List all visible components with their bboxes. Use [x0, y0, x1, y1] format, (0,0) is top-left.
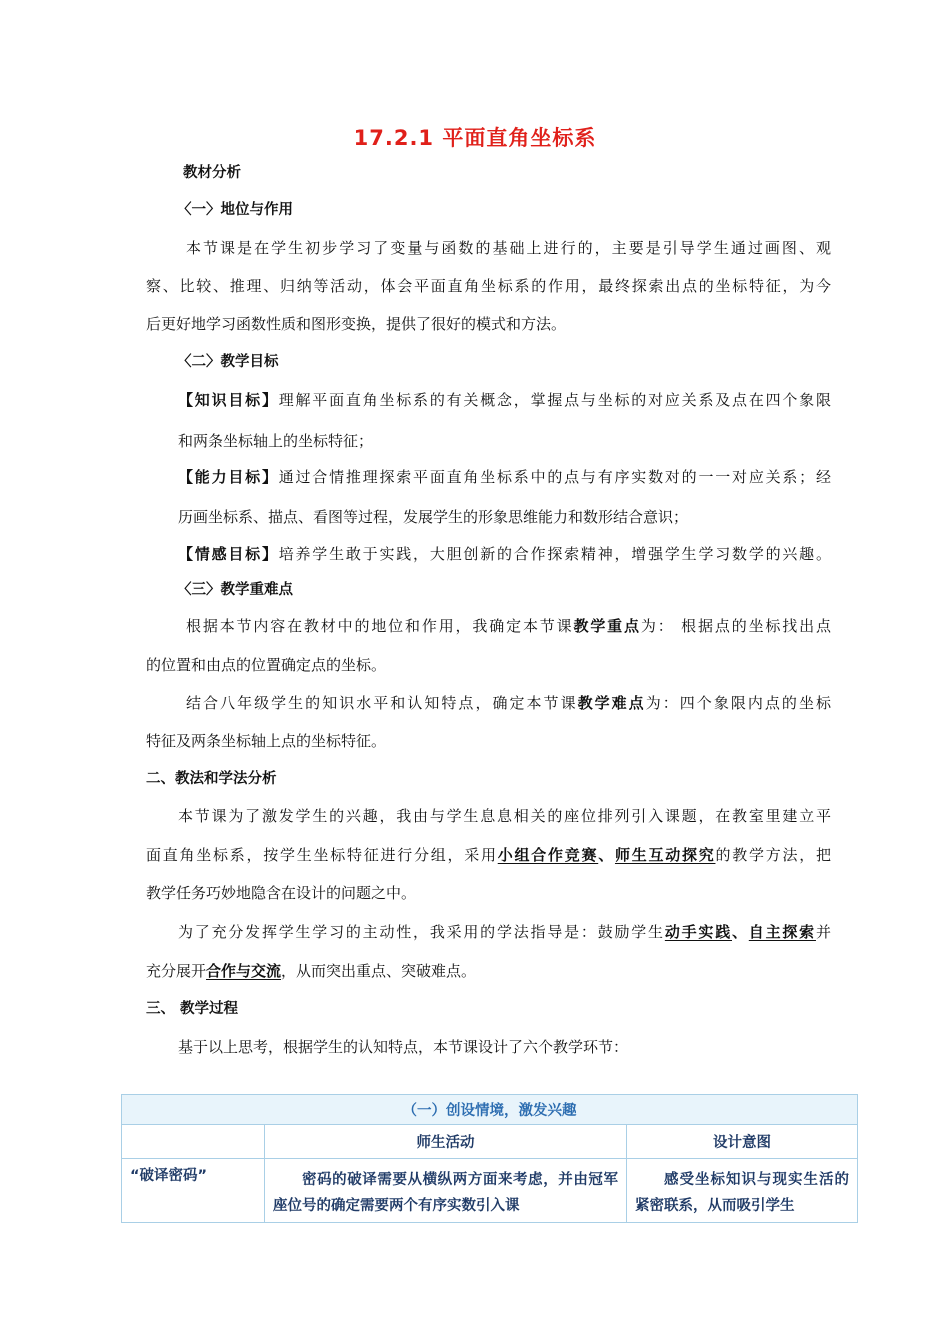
text-run: 充分展开 — [146, 962, 207, 980]
subheading-key-points: 〈三〉教学重难点 — [177, 582, 293, 598]
objective-label: 【能力目标】 — [178, 468, 279, 486]
paragraph-line: 特征及两条坐标轴上点的坐标特征。 — [146, 732, 387, 750]
paragraph-line: 本节课为了激发学生的兴趣，我由与学生息息相关的座位排列引入课题，在教室里建立平 — [178, 807, 831, 825]
text-run: 、 — [732, 923, 749, 941]
objective-knowledge — [178, 390, 831, 410]
text-run: 的教学方法，把 — [715, 846, 831, 864]
paragraph-line: 本节课是在学生初步学习了变量与函数的基础上进行的，主要是引导学生通过画图、观 — [186, 239, 831, 257]
section-heading-process: 三、 教学过程 — [146, 1001, 239, 1017]
lesson-table — [121, 1094, 858, 1223]
activity-cell — [265, 1159, 627, 1223]
paragraph-line: 后更好地学习函数性质和图形变换，提供了很好的模式和方法。 — [146, 315, 567, 333]
row-label-text: “破译密码” — [130, 1168, 208, 1184]
objective-label: 【知识目标】 — [178, 391, 279, 409]
text-run: 、 — [598, 846, 615, 864]
text-run: 结合八年级学生的知识水平和认知特点，确定本节课 — [186, 694, 578, 712]
subheading-objectives: 〈二〉教学目标 — [177, 354, 279, 370]
empty-header-cell — [122, 1125, 265, 1159]
document-title: 17.2.1 平面直角坐标系 — [353, 126, 597, 150]
intent-cell — [627, 1159, 858, 1223]
underlined-term: 合作与交流 — [206, 962, 282, 980]
subheading-position: 〈一〉地位与作用 — [177, 202, 293, 218]
column-header-activity: 师生活动 — [265, 1125, 627, 1159]
section-heading-methods: 二、教法和学法分析 — [146, 771, 277, 787]
difficulty-paragraph — [186, 693, 831, 713]
underlined-term: 师生互动探究 — [614, 846, 716, 864]
stage-title: （一）创设情境，激发兴趣 — [122, 1095, 858, 1125]
methods-paragraph-line — [146, 845, 831, 865]
table-row — [122, 1159, 858, 1223]
learning-paragraph-line — [146, 961, 476, 981]
emphasis-text: 教学重点 — [573, 617, 641, 635]
underlined-term: 动手实践 — [664, 923, 732, 941]
text-run: 面直角坐标系，按学生坐标特征进行分组，采用 — [146, 846, 498, 864]
underlined-term: 小组合作竞赛 — [497, 846, 599, 864]
activity-text: 密码的破译需要从横纵两方面来考虑，并由冠军座位号的确定需要两个有序实数引入课 — [273, 1172, 618, 1214]
paragraph-line: 察、比较、推理、归纳等活动，体会平面直角坐标系的作用，最终探索出点的坐标特征，为今 — [146, 277, 831, 295]
objective-text: 培养学生敢于实践，大胆创新的合作探索精神，增强学生学习数学的兴趣。 — [278, 545, 831, 563]
paragraph-line: 历画坐标系、描点、看图等过程，发展学生的形象思维能力和数形结合意识； — [178, 508, 689, 526]
section-heading-analysis: 教材分析 — [183, 165, 241, 181]
text-run: ，从而突出重点、突破难点。 — [281, 962, 477, 980]
text-run: 并 — [815, 923, 831, 941]
underlined-term: 自主探索 — [748, 923, 816, 941]
objective-text: 通过合情推理探索平面直角坐标系中的点与有序实数对的一一对应关系；经 — [278, 468, 831, 486]
row-label — [122, 1159, 265, 1223]
text-run: 为了充分发挥学生学习的主动性，我采用的学法指导是：鼓励学生 — [178, 923, 665, 941]
paragraph-line: 基于以上思考，根据学生的认知特点，本节课设计了六个教学环节： — [178, 1038, 629, 1056]
key-point-paragraph — [186, 616, 831, 636]
column-header-intent: 设计意图 — [627, 1125, 858, 1159]
objective-text: 理解平面直角坐标系的有关概念，掌握点与坐标的对应关系及点在四个象限 — [278, 391, 831, 409]
paragraph-line: 的位置和由点的位置确定点的坐标。 — [146, 656, 387, 674]
table-stage-row — [122, 1095, 858, 1125]
emphasis-text: 教学难点 — [577, 694, 646, 712]
text-run: 根据本节内容在教材中的地位和作用，我确定本节课 — [186, 617, 574, 635]
objective-ability — [178, 467, 831, 487]
objective-label: 【情感目标】 — [178, 545, 279, 563]
text-run: 为： 根据点的坐标找出点 — [640, 617, 831, 635]
table-header-row — [122, 1125, 858, 1159]
objective-emotion — [178, 544, 831, 564]
paragraph-line: 教学任务巧妙地隐含在设计的问题之中。 — [146, 884, 417, 902]
learning-paragraph-line — [178, 922, 831, 942]
paragraph-line: 和两条坐标轴上的坐标特征； — [178, 432, 374, 450]
text-run: 为：四个象限内点的坐标 — [645, 694, 831, 712]
intent-text: 感受坐标知识与现实生活的紧密联系，从而吸引学生 — [635, 1172, 850, 1214]
